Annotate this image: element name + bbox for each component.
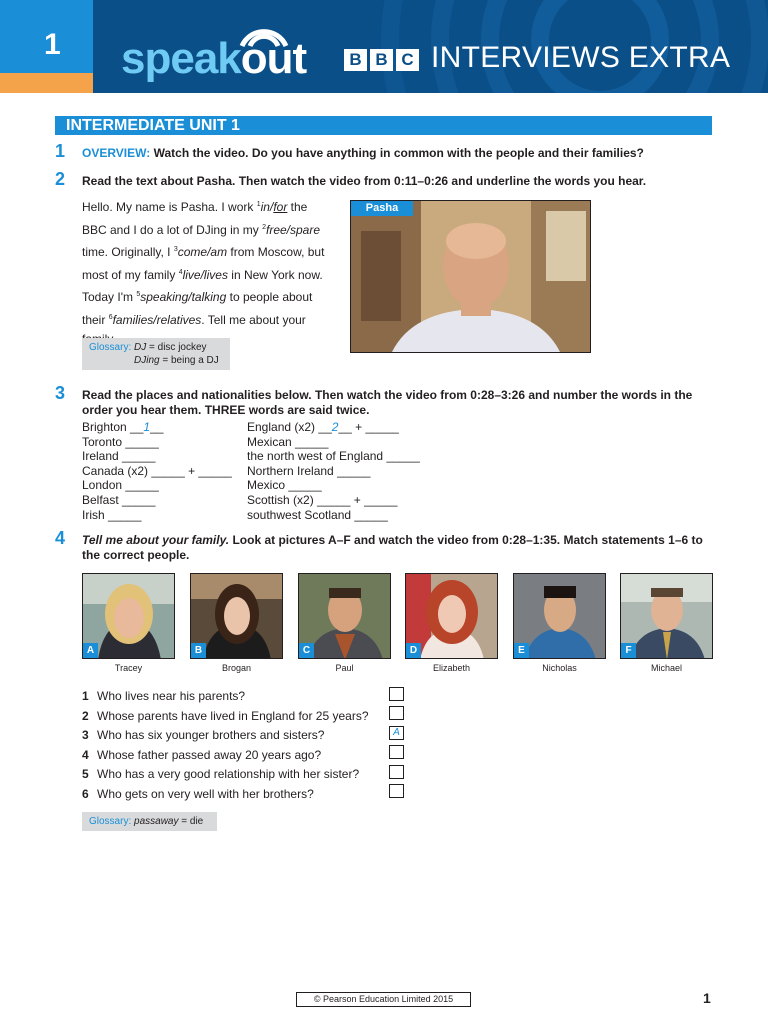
unit-number: 1 [44,28,61,61]
pasha-photo [350,200,591,353]
question-number-3: 3 [55,383,66,403]
person-name-e: Nicholas [542,663,577,673]
statement-item: 6 Who gets on very well with her brothers? [82,786,314,801]
place-row: Ireland _____ [82,449,156,464]
option-2[interactable]: free/spare [266,222,321,237]
place-row: England (x2) __2__ + _____ [247,420,399,434]
option-6[interactable]: families/relatives [112,312,202,327]
person-name-a: Tracey [114,663,143,673]
page-number: 1 [703,990,711,1006]
question-4-text: Tell me about your family. Look at pictures A–F and watch the video from 0:28–1:35. Match statements 1–6 to the correct people. [82,533,703,562]
option-1[interactable]: in/for [260,200,288,214]
place-row: Scottish (x2) _____ + _____ [247,492,398,507]
statement-item: 2 Whose parents have lived in England for 25 years? [82,708,369,723]
place-row: Irish _____ [82,507,142,522]
person-name-f: Michael [650,663,682,673]
place-row: Canada (x2) _____ + _____ [82,463,232,478]
places-list-left [82,420,232,522]
person-photo-d: D [405,573,498,659]
statement-item: 5 Who has a very good relationship with her sister? [82,767,360,781]
person-name-c: Paul [335,663,354,673]
glossary-box-passaway: Glossary: passaway = die [82,812,217,831]
question-2-text: Read the text about Pasha. Then watch the video from 0:11–0:26 and underline the words you hear. [82,174,647,188]
statement-item: 3 Who has six younger brothers and sisters? [82,728,325,742]
question-number-4: 4 [55,528,66,548]
place-row: the north west of England _____ [247,449,420,464]
person-photo-e: E [513,573,606,659]
statement-item: 1 Who lives near his parents? [82,689,246,703]
pasha-passage: Hello. My name is Pasha. I work $^1$in/for the BBC and I do a lot of DJing in my $^2$free/spare time. Originally, I $^3$come/am from Moscow, but most of my family $^4$live/lives in New York now. Today I'm $^5$speaking/talking to people about their $^6$families/relatives. Tell me about your [82,200,325,327]
answer-box-2[interactable] [389,706,404,720]
person-name-d: Elizabeth [432,663,471,673]
bbc-logo: B B C [344,49,419,71]
copyright-notice: © Pearson Education Limited 2015 [296,992,471,1007]
person-photo-a: A [82,573,175,659]
glossary-box-dj: Glossary: DJ = disc jockey DJing = being a DJ [82,338,230,370]
place-row: Belfast _____ [82,492,156,507]
answer-box-5[interactable] [389,765,404,779]
statement-item: 4 Whose father passed away 20 years ago? [82,747,322,762]
person-photo-f: F [620,573,713,659]
place-row: Northern Ireland _____ [247,463,371,478]
place-row: southwest Scotland _____ [247,507,388,522]
place-row: Mexican _____ [247,434,329,449]
place-row: Toronto _____ [82,434,159,449]
answer-box-1[interactable] [389,687,404,701]
question-number-1: 1 [55,141,66,161]
pasha-photo-label: Pasha [351,201,413,216]
unit-tab-accent [0,73,93,93]
option-4[interactable]: live/lives [182,267,228,282]
header-title: INTERVIEWS EXTRA [431,41,731,74]
option-3[interactable]: come/am [177,245,228,259]
person-photo-b: B [190,573,283,659]
question-number-2: 2 [55,169,66,189]
places-list-right [247,420,420,522]
answer-box-4[interactable] [389,745,404,759]
statements-list [82,687,369,804]
speakout-logo: speakout [121,34,307,83]
answer-box-6[interactable] [389,784,404,798]
page-header [0,0,768,93]
unit-title-bar: INTERMEDIATE UNIT 1 [55,116,712,135]
option-5[interactable]: speaking/talking [140,290,227,304]
place-row: London _____ [82,478,159,493]
question-1-text: OVERVIEW: Watch the video. Do you have anything in common with the people and their families? [82,146,644,160]
answer-box-3[interactable]: A [389,726,404,740]
place-row: Brighton __1__ [82,420,164,434]
person-photo-c: C [298,573,391,659]
person-name-b: Brogan [221,663,252,673]
pasha-image [351,201,591,353]
question-3-text: Read the places and nationalities below. Then watch the video from 0:28–3:26 and number the words in the order you hear them. THREE words are said twice. [82,388,693,417]
place-row: Mexico _____ [247,478,322,493]
